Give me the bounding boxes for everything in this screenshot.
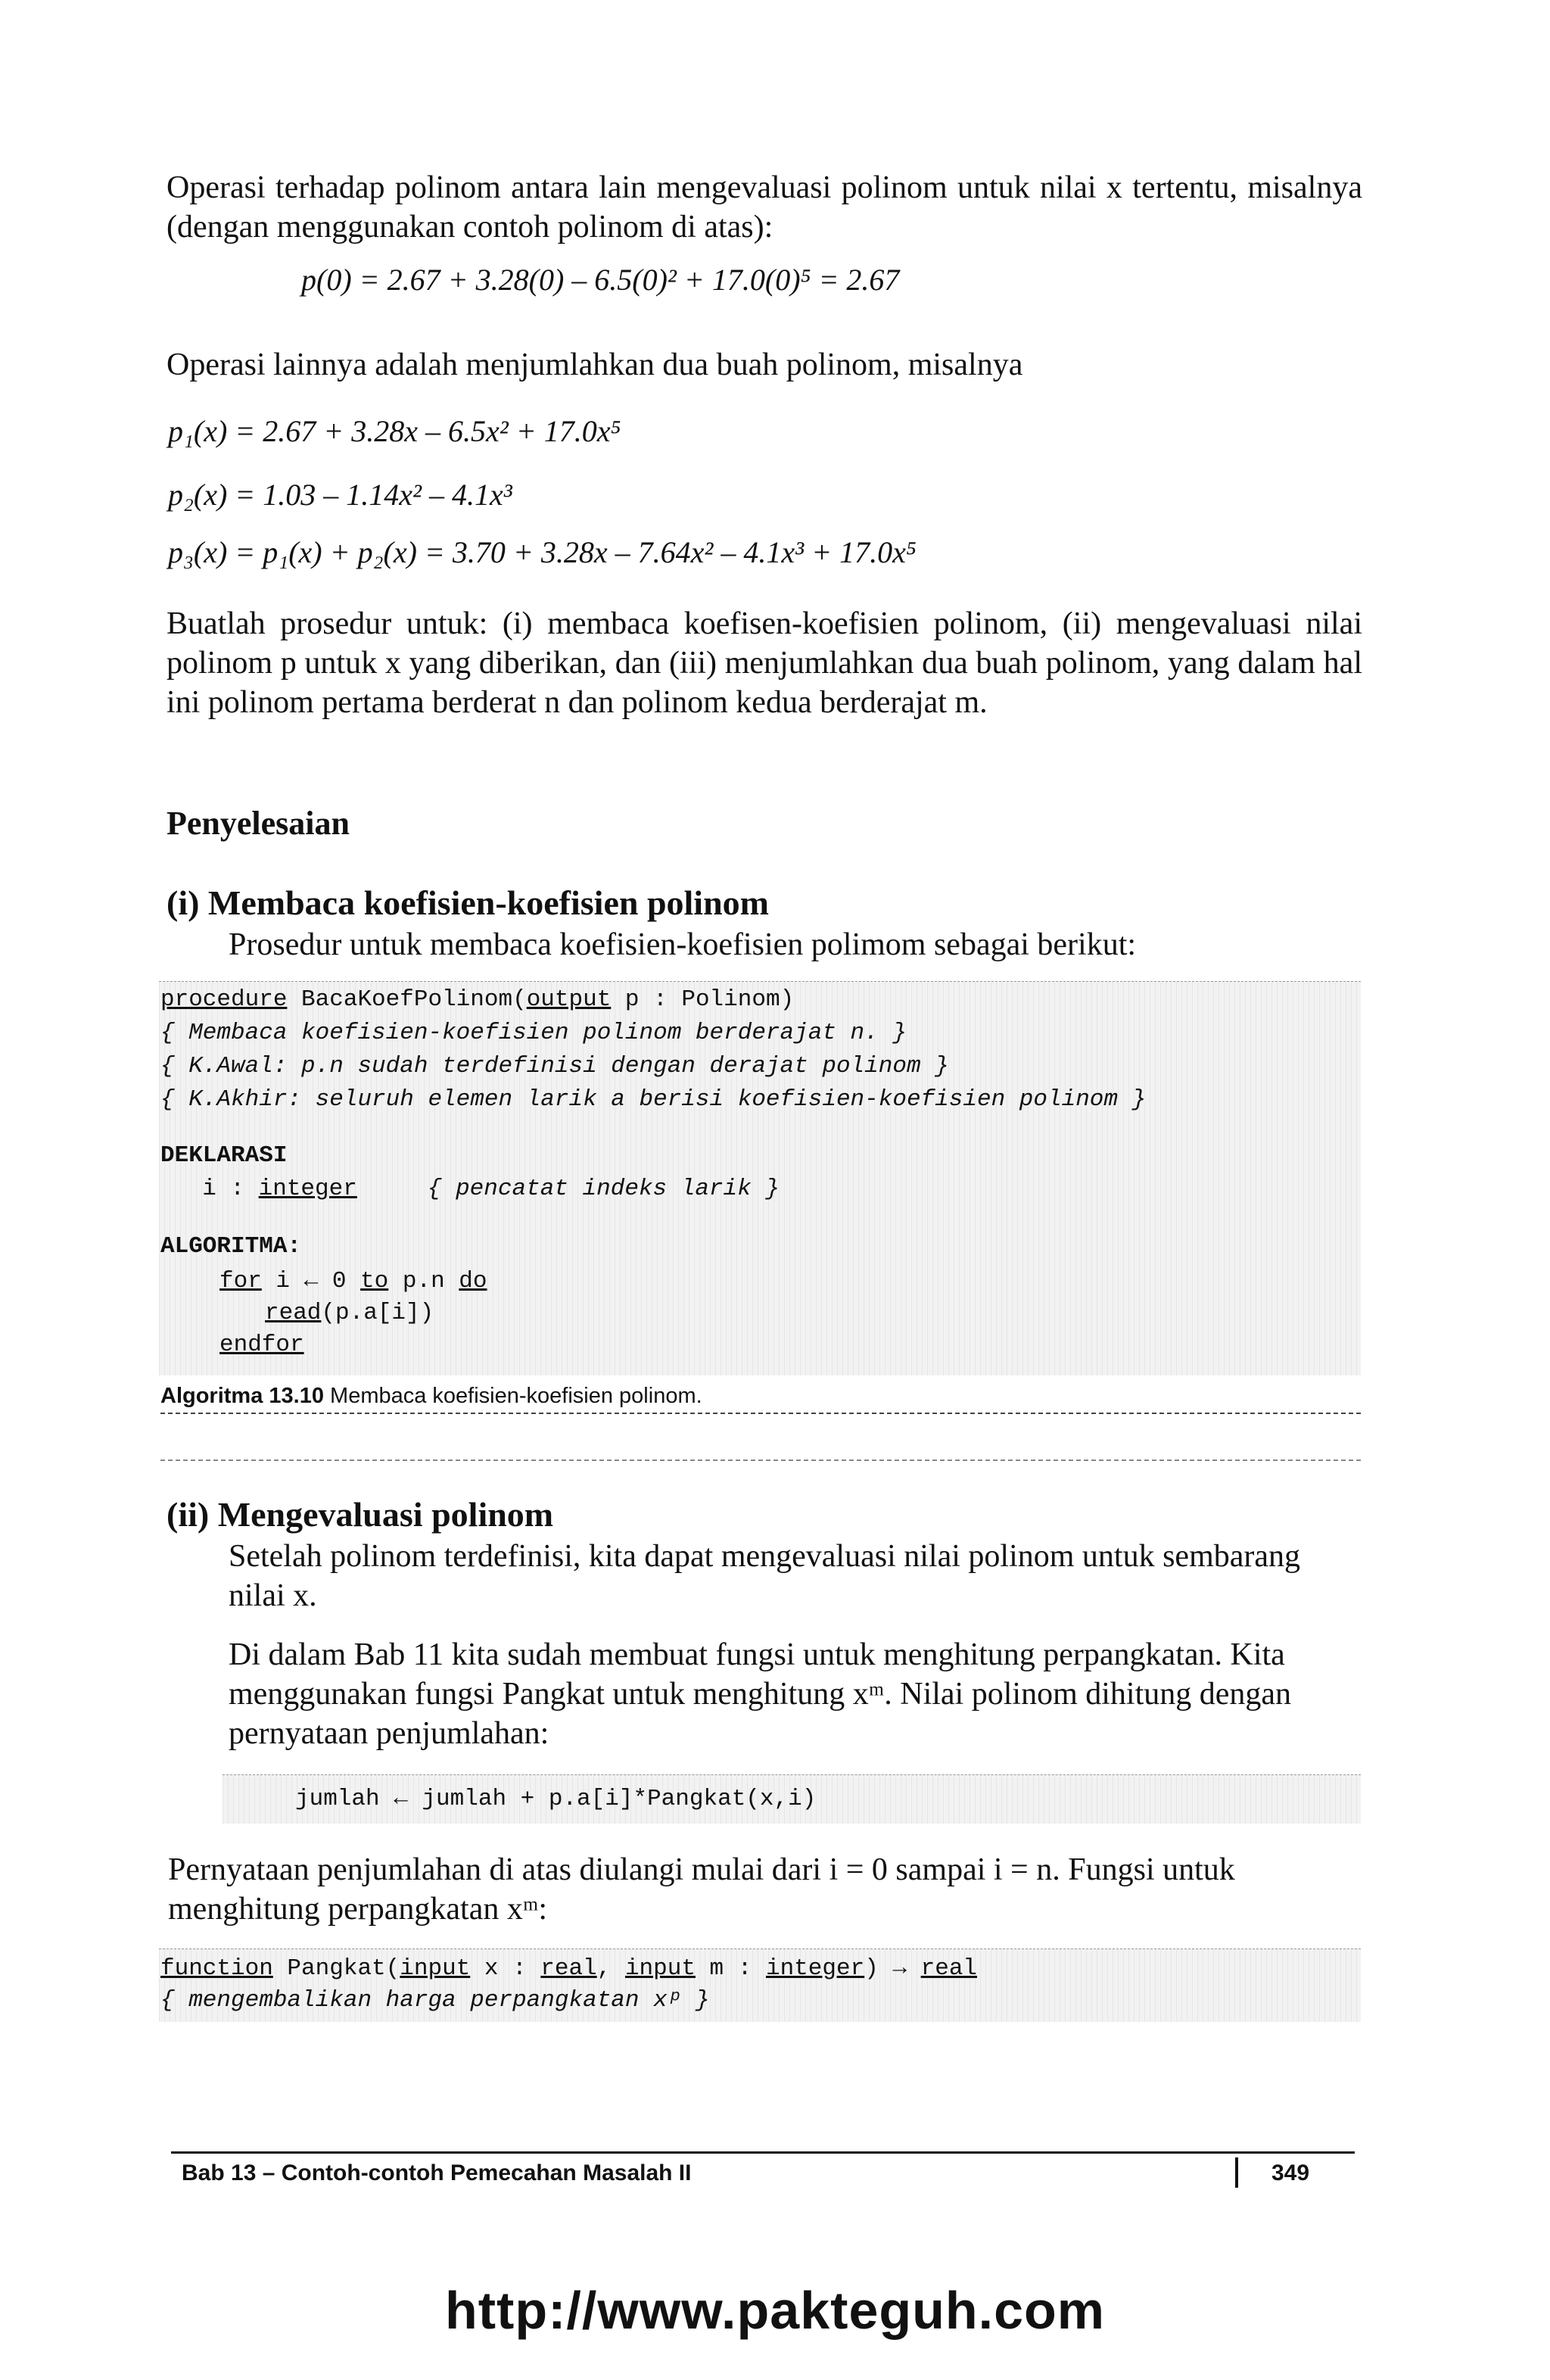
section-2-heading: (ii) Mengevaluasi polinom <box>167 1495 554 1534</box>
website-url: http://www.pakteguh.com <box>444 2281 1106 2340</box>
caption-text: Membaca koefisien-koefisien polinom. <box>323 1384 702 1408</box>
code-deklarasi: DEKLARASI <box>160 1142 288 1169</box>
code-line-endfor <box>219 1330 304 1360</box>
for-limit: p.n <box>388 1268 459 1294</box>
for-init: i ← 0 <box>261 1268 361 1294</box>
code-comment-final-state: { K.Akhir: seluruh elemen larik a berisi koefisien-koefisien polinom } <box>160 1086 1147 1113</box>
keyword-input-m: input <box>624 1955 696 1982</box>
keyword-output: output <box>526 986 612 1013</box>
algorithm-13-10-code-block <box>159 981 1361 1375</box>
intro-paragraph-1: Operasi terhadap polinom antara lain mengevaluasi polinom untuk nilai x tertentu, misalnya (dengan menggunakan contoh polinom di atas): <box>167 170 1362 245</box>
intro-paragraph-3: Buatlah prosedur untuk: (i) membaca koefisen-koefisien polinom, (ii) mengevaluasi nilai polinom p untuk x yang diberikan, dan (iii) menjumlahkan dua buah polinom, yang dalam hal ini polinom pertama berderat n dan polinom kedua berderajat m. <box>167 606 1362 720</box>
comment-index: { pencatat indeks larik } <box>356 1176 780 1202</box>
code-algoritma: ALGORITMA: <box>160 1233 302 1260</box>
keyword-integer: integer <box>258 1176 357 1202</box>
procedure-params: p : Polinom) <box>611 986 795 1013</box>
keyword-real-param: real <box>540 1955 597 1982</box>
equation-p3: p₃(x) = p₁(x) + p₂(x) = 3.70 + 3.28x – 7.64x² – 4.1x³ + 17.0x⁵ <box>168 535 917 569</box>
footer-separator <box>1235 2157 1238 2188</box>
keyword-to: to <box>360 1268 389 1294</box>
keyword-integer-param: integer <box>765 1955 865 1982</box>
keyword-do: do <box>459 1268 487 1294</box>
separator: , <box>596 1955 625 1982</box>
caption-label: Algoritma 13.10 <box>160 1384 324 1408</box>
function-pangkat-code-block <box>159 1949 1361 2022</box>
footer-page-number: 349 <box>1271 2160 1310 2185</box>
return-arrow: ) → <box>864 1955 921 1982</box>
caption-divider <box>160 1413 1361 1414</box>
keyword-read: read <box>265 1300 322 1326</box>
code-line-declaration <box>174 1174 780 1204</box>
keyword-procedure: procedure <box>160 986 288 1013</box>
equation-p0: p(0) = 2.67 + 3.28(0) – 6.5(0)² + 17.0(0)⁵ = 2.67 <box>301 263 900 297</box>
keyword-input-x: input <box>400 1955 471 1982</box>
section-2-paragraph-2: Di dalam Bab 11 kita sudah membuat fungsi untuk menghitung perpangkatan. Kita menggunakan fungsi Pangkat untuk menghitung xᵐ. Nilai polinom dihitung dengan pernyataan penjumlahan: <box>229 1637 1292 1751</box>
code-line-for <box>219 1266 487 1297</box>
keyword-function: function <box>160 1955 273 1982</box>
variable-i: i : <box>174 1176 259 1202</box>
section-2-paragraph-1: Setelah polinom terdefinisi, kita dapat mengevaluasi nilai polinom untuk sembarang nilai x. <box>229 1539 1301 1613</box>
penyelesaian-heading: Penyelesaian <box>167 805 350 842</box>
code-line-procedure <box>160 985 794 1015</box>
keyword-real-return: real <box>920 1955 978 1982</box>
section-divider <box>160 1459 1361 1461</box>
keyword-for: for <box>219 1268 262 1294</box>
equation-p2: p₂(x) = 1.03 – 1.14x² – 4.1x³ <box>168 478 512 512</box>
code-line-function <box>160 1954 977 1984</box>
keyword-endfor: endfor <box>219 1332 304 1358</box>
equation-p1: p₁(x) = 2.67 + 3.28x – 6.5x² + 17.0x⁵ <box>168 414 621 448</box>
footer-chapter: Bab 13 – Contoh-contoh Pemecahan Masalah II <box>182 2160 692 2185</box>
code-comment-return: { mengembalikan harga perpangkatan xᵖ } <box>160 1987 710 2014</box>
code-comment-initial-state: { K.Awal: p.n sudah terdefinisi dengan derajat polinom } <box>160 1053 949 1079</box>
code-sum-statement: jumlah ← jumlah + p.a[i]*Pangkat(x,i) <box>295 1786 817 1812</box>
read-args: (p.a[i]) <box>321 1300 434 1326</box>
param-m: m : <box>695 1955 766 1982</box>
algorithm-caption <box>160 1384 702 1409</box>
sum-statement-code-block <box>223 1774 1361 1824</box>
param-x: x : <box>470 1955 541 1982</box>
code-comment-purpose: { Membaca koefisien-koefisien polinom berderajat n. } <box>160 1020 907 1046</box>
code-line-read <box>265 1298 434 1329</box>
section-2-paragraph-3: Pernyataan penjumlahan di atas diulangi mulai dari i = 0 sampai i = n. Fungsi untuk menghitung perpangkatan xᵐ: <box>168 1852 1235 1927</box>
procedure-name: BacaKoefPolinom( <box>287 986 527 1013</box>
section-1-description: Prosedur untuk membaca koefisien-koefisien polimom sebagai berikut: <box>229 927 1137 962</box>
section-1-heading: (i) Membaca koefisien-koefisien polinom <box>167 883 769 922</box>
footer-rule <box>171 2151 1355 2154</box>
intro-paragraph-2: Operasi lainnya adalah menjumlahkan dua buah polinom, misalnya <box>167 347 1023 382</box>
function-name: Pangkat( <box>272 1955 400 1982</box>
